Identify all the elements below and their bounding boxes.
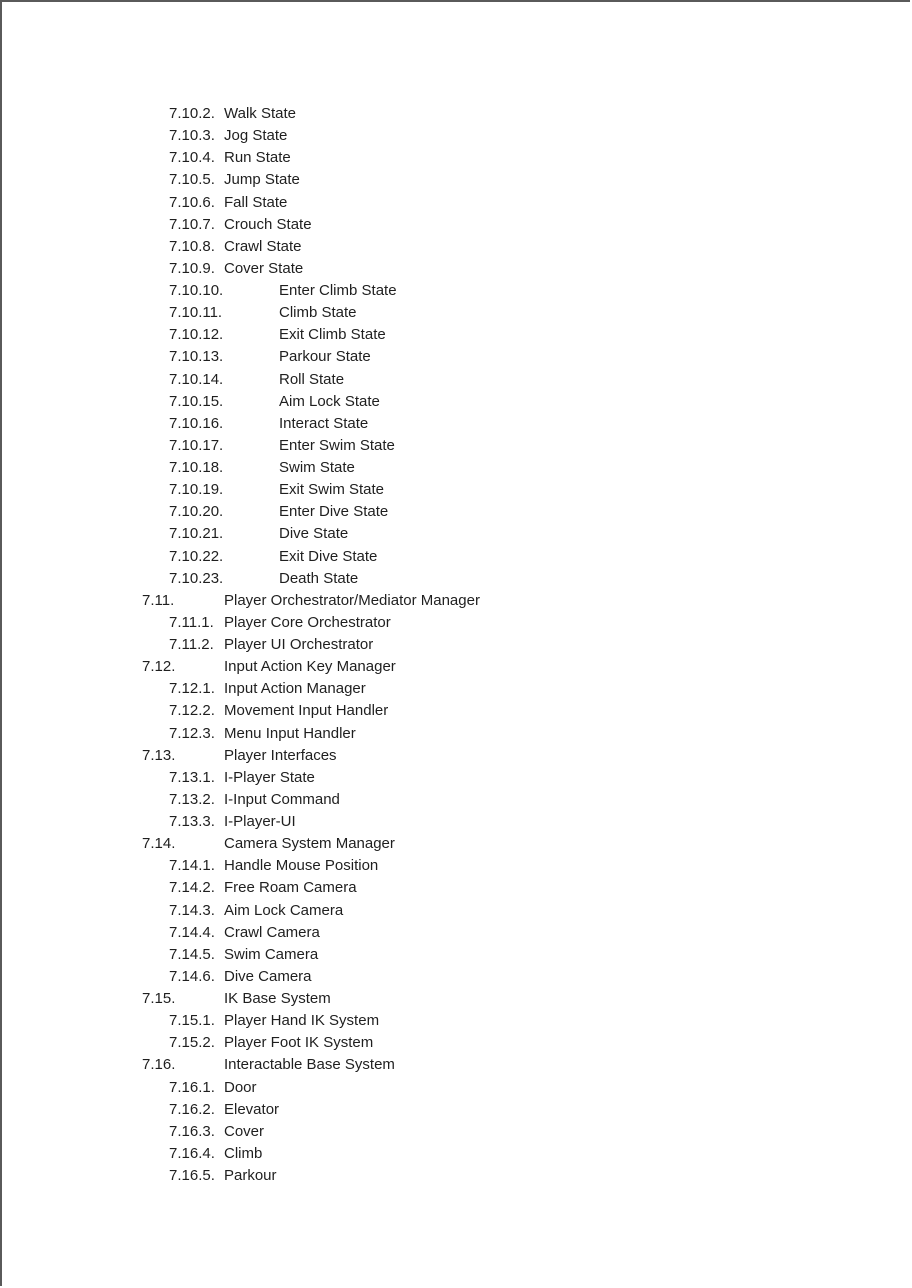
outline-item-number: 7.10.14. xyxy=(169,370,224,388)
outline-item-number: 7.14. xyxy=(142,835,176,853)
outline-item-title: Swim Camera xyxy=(224,945,319,963)
outline-item-number: 7.13.3. xyxy=(169,813,215,830)
outline-item-number: 7.10.3. xyxy=(169,127,215,145)
outline-item-title: Input Action Key Manager xyxy=(224,658,396,676)
outline-item xyxy=(2,568,910,590)
outline-item-title: Run State xyxy=(224,149,291,167)
outline-item xyxy=(2,922,910,944)
outline-item-number: 7.10.11. xyxy=(169,304,223,322)
outline-item xyxy=(2,346,910,368)
outline-item xyxy=(2,280,910,302)
outline-item-title: Player Orchestrator/Mediator Manager xyxy=(224,591,480,609)
outline-item-title: Enter Climb State xyxy=(279,282,397,299)
outline-item xyxy=(2,1010,910,1032)
outline-item-number: 7.16.1. xyxy=(169,1078,215,1096)
outline-item-number: 7.10.15. xyxy=(169,392,224,410)
outline-item-title: Swim State xyxy=(279,459,355,476)
outline-item-title: Aim Lock Camera xyxy=(224,901,344,919)
outline-item-title: Crawl State xyxy=(224,237,302,255)
outline-item-number: 7.10.17. xyxy=(169,436,224,454)
outline-item-number: 7.10.22. xyxy=(169,547,224,565)
outline-item-title: Parkour xyxy=(224,1167,277,1184)
outline-item xyxy=(2,479,910,501)
outline-item xyxy=(2,700,910,722)
outline-item-title: Player Interfaces xyxy=(224,746,337,764)
outline-item xyxy=(2,1099,910,1121)
outline-item-title: Player UI Orchestrator xyxy=(224,636,374,653)
outline-item-title: I-Input Command xyxy=(224,790,340,808)
outline-item-number: 7.14.6. xyxy=(169,967,215,985)
outline-item-number: 7.11. xyxy=(142,591,175,609)
outline-item xyxy=(2,590,910,612)
outline-item-title: I-Player State xyxy=(224,768,315,786)
outline-item xyxy=(2,103,910,125)
outline-item-number: 7.10.7. xyxy=(169,215,215,233)
outline-item xyxy=(2,501,910,523)
outline-item-number: 7.14.3. xyxy=(169,901,215,919)
outline-item-title: Interactable Base System xyxy=(224,1056,395,1074)
outline-item xyxy=(2,302,910,324)
outline-item xyxy=(2,192,910,214)
outline-item-title: Enter Dive State xyxy=(279,503,389,521)
outline-item-title: Roll State xyxy=(279,370,345,388)
outline-item xyxy=(2,523,910,545)
outline-item xyxy=(2,147,910,169)
outline-item-number: 7.10.10. xyxy=(169,282,224,299)
outline-item-number: 7.16.2. xyxy=(169,1100,215,1118)
outline-item-title: Interact State xyxy=(279,414,369,432)
outline-item-number: 7.10.20. xyxy=(169,503,224,521)
outline-item-title: Exit Dive State xyxy=(279,547,378,565)
outline-item xyxy=(2,656,910,678)
outline-item xyxy=(2,435,910,457)
outline-item-number: 7.10.5. xyxy=(169,171,215,189)
outline-item-number: 7.14.5. xyxy=(169,945,215,963)
outline-item xyxy=(2,833,910,855)
outline-item-title: IK Base System xyxy=(224,990,331,1007)
outline-item-number: 7.10.9. xyxy=(169,259,215,277)
outline-item xyxy=(2,546,910,568)
outline-item-title: Dive Camera xyxy=(224,967,312,985)
outline-item xyxy=(2,767,910,789)
outline-item-title: Fall State xyxy=(224,193,288,211)
outline-item-title: Climb xyxy=(224,1144,263,1162)
outline-item xyxy=(2,169,910,191)
outline-item xyxy=(2,811,910,833)
outline-item-number: 7.12. xyxy=(142,658,176,676)
outline-item-title: Aim Lock State xyxy=(279,392,380,410)
outline-item-title: Enter Swim State xyxy=(279,436,395,454)
outline-item xyxy=(2,678,910,700)
outline-item xyxy=(2,1077,910,1099)
outline-item xyxy=(2,214,910,236)
outline-item-number: 7.10.13. xyxy=(169,348,224,366)
outline-item xyxy=(2,1032,910,1054)
outline-item-title: Climb State xyxy=(279,304,357,322)
outline-item-number: 7.16.3. xyxy=(169,1122,215,1140)
outline-item xyxy=(2,413,910,435)
outline-list xyxy=(2,103,910,1187)
outline-item-number: 7.10.21. xyxy=(169,525,224,543)
outline-item-number: 7.11.2. xyxy=(169,636,214,653)
outline-item xyxy=(2,258,910,280)
outline-item-title: Door xyxy=(224,1078,257,1096)
outline-item-number: 7.10.2. xyxy=(169,105,215,122)
outline-item-title: Crouch State xyxy=(224,215,312,233)
outline-item-title: Crawl Camera xyxy=(224,923,320,941)
outline-item-title: Player Hand IK System xyxy=(224,1012,380,1030)
outline-item-title: Dive State xyxy=(279,525,349,543)
outline-item xyxy=(2,236,910,258)
outline-item-number: 7.13.1. xyxy=(169,768,215,786)
outline-item xyxy=(2,745,910,767)
outline-item xyxy=(2,634,910,656)
outline-item-number: 7.10.4. xyxy=(169,149,215,167)
outline-item xyxy=(2,1143,910,1165)
outline-item-number: 7.13.2. xyxy=(169,790,215,808)
outline-item-title: Elevator xyxy=(224,1100,280,1118)
outline-item-number: 7.16. xyxy=(142,1056,176,1074)
outline-item-number: 7.14.2. xyxy=(169,879,215,897)
outline-item-title: Player Core Orchestrator xyxy=(224,613,391,631)
outline-item-number: 7.12.2. xyxy=(169,702,215,720)
outline-item-title: Walk State xyxy=(224,105,296,122)
outline-item xyxy=(2,723,910,745)
outline-item xyxy=(2,789,910,811)
outline-item-number: 7.16.4. xyxy=(169,1144,215,1162)
outline-item-number: 7.12.3. xyxy=(169,724,215,742)
outline-item-title: Cover xyxy=(224,1122,265,1140)
outline-item xyxy=(2,944,910,966)
outline-item xyxy=(2,457,910,479)
outline-item-number: 7.12.1. xyxy=(169,680,215,698)
outline-item-number: 7.10.8. xyxy=(169,237,215,255)
outline-item xyxy=(2,1054,910,1076)
outline-item xyxy=(2,369,910,391)
outline-item-title: Camera System Manager xyxy=(224,835,395,853)
outline-item-title: Input Action Manager xyxy=(224,680,366,698)
outline-item-number: 7.13. xyxy=(142,746,176,764)
outline-item-number: 7.10.12. xyxy=(169,326,224,344)
outline-item-title: Death State xyxy=(279,569,359,587)
outline-item-number: 7.10.19. xyxy=(169,481,224,499)
outline-item-title: Parkour State xyxy=(279,348,371,366)
outline-item xyxy=(2,391,910,413)
outline-item-number: 7.15.1. xyxy=(169,1012,215,1030)
outline-item-title: I-Player-UI xyxy=(224,813,296,830)
outline-item xyxy=(2,125,910,147)
outline-item-title: Jump State xyxy=(224,171,300,189)
outline-item-title: Exit Swim State xyxy=(279,481,385,499)
outline-item-number: 7.10.18. xyxy=(169,459,224,476)
outline-item-number: 7.10.6. xyxy=(169,193,215,211)
outline-item-title: Player Foot IK System xyxy=(224,1034,374,1052)
outline-item-title: Movement Input Handler xyxy=(224,702,389,720)
outline-item xyxy=(2,855,910,877)
outline-item xyxy=(2,612,910,634)
outline-item-number: 7.11.1. xyxy=(169,613,214,631)
outline-item-title: Jog State xyxy=(224,127,288,145)
outline-item-number: 7.14.1. xyxy=(169,857,215,875)
outline-item xyxy=(2,324,910,346)
outline-item-number: 7.10.23. xyxy=(169,569,224,587)
outline-item-title: Exit Climb State xyxy=(279,326,386,344)
outline-item xyxy=(2,966,910,988)
outline-item-number: 7.14.4. xyxy=(169,923,215,941)
outline-item-title: Cover State xyxy=(224,259,304,277)
outline-item-number: 7.15. xyxy=(142,990,176,1007)
outline-item xyxy=(2,1165,910,1187)
outline-item xyxy=(2,1121,910,1143)
outline-item-title: Handle Mouse Position xyxy=(224,857,379,875)
outline-item-number: 7.16.5. xyxy=(169,1167,215,1184)
outline-item xyxy=(2,877,910,899)
outline-item-number: 7.15.2. xyxy=(169,1034,215,1052)
outline-item-title: Free Roam Camera xyxy=(224,879,357,897)
outline-item xyxy=(2,988,910,1010)
outline-item xyxy=(2,900,910,922)
outline-item-title: Menu Input Handler xyxy=(224,724,356,742)
outline-item-number: 7.10.16. xyxy=(169,414,224,432)
